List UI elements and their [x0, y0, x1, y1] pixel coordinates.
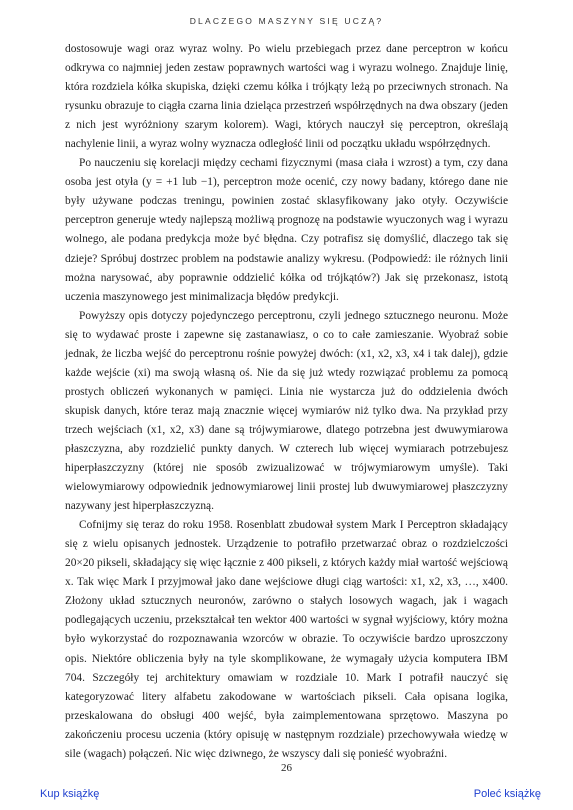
paragraph-3: Powyższy opis dotyczy pojedynczego perceptronu, czyli jednego sztucznego neuronu. Może się to wydawać proste i zapewne się zastanawiasz, o co to całe zamieszanie. Wyobraź sobie jednak, że liczba wejść do perceptronu rośnie powyżej dwóch: (x1, x2, x3, x4 i tak dalej), gdzie każde wejście (xi) ma swoją własną oś. Nie da się już wtedy rozwiązać problemu za pomocą prostych obliczeń wykonanych w pamięci. Linia nie wystarcza już do oddzielenia dwóch skupisk danych, które teraz mają znacznie więcej wymiarów niż tylko dwa. Na przykład przy trzech wejściach (x1, x2, x3) dane są trójwymiarowe, dlatego potrzebna jest dwuwymiarowa płaszczyzna, aby rozdzielić punkty danych. W czterech lub więcej wymiarach potrzebujesz hiperpłaszczyzny (której nie sposób zwizualizować w trójwymiarowym umyśle). Taki wielowymiarowy odpowiednik jednowymiarowej linii prostej lub dwuwymiarowej płaszczyzny nazywany jest hiperpłaszczyzną. — [65, 309, 508, 513]
body-text — [65, 40, 508, 764]
buy-book-link[interactable]: Kup książkę — [40, 788, 100, 800]
recommend-book-link[interactable]: Poleć książkę — [473, 788, 541, 800]
running-header-title: DLACZEGO MASZYNY SIĘ UCZĄ? — [189, 16, 384, 26]
page-number: 26 — [281, 762, 292, 774]
paragraph-1: dostosowuje wagi oraz wyraz wolny. Po wielu przebiegach przez dane perceptron w końcu odkrywa co najmniej jeden zestaw poprawnych wartości wag i wyrazu wolnego. Znajduje linię, która rozdziela kółka skupiska, dzięki czemu kółka i trójkąty leżą po przeciwnych stronach. Na rysunku obrazuje to ciągła czarna linia dzieląca przestrzeń współrzędnych na dwa obszary (jeden z nich jest wyróżniony szarym kolorem). Wagi, których nauczył się perceptron, określają nachylenie linii, a wyraz wolny wyznacza odległość linii od początku układu współrzędnych. — [65, 43, 508, 151]
paragraph-4: Cofnijmy się teraz do roku 1958. Rosenblatt zbudował system Mark I Perceptron składający się z wielu opisanych jednostek. Urządzenie to potrafiło przetwarzać obraz o rozdzielczości 20×20 pikseli, składający się więc łącznie z 400 pikseli, z których każdy miał wartość wejściową x. Tak więc Mark I przyjmował jako dane wejściowe długi ciąg wartości: x1, x2, x3, …, x400. Złożony układ sztucznych neuronów, zarówno o stałych losowych wagach, jak i wagach podlegających uczeniu, przekształcał ten wektor 400 wartości w sygnał wyjściowy, który można było wykorzystać do rozpoznawania wzorców w obrazie. To oczywiście bardzo uproszczony opis. Niektóre obliczenia były na tyle skomplikowane, że wymagały użycia komputera IBM 704. Szczegóły tej architektury omawiam w rozdziale 10. Mark I potrafił nauczyć się kategoryzować litery alfabetu zakodowane w wartościach pikseli. Cała opisana logika, przeskalowana do obsługi 400 wejść, była zaimplementowana sprzętowo. Maszyna po zakończeniu procesu uczenia (który opisuję w następnym rozdziale) przechowywała wiedzę w sile (wagach) połączeń. Nic więc dziwnego, że wszyscy dali się ponieść wyobraźni. — [65, 519, 508, 760]
paragraph-2: Po nauczeniu się korelacji między cechami fizycznymi (masa ciała i wzrost) a tym, czy dana osoba jest otyła (y = +1 lub −1), perceptron może ocenić, czy nowy badany, którego dane nie były używane podczas treningu, powinien zostać sklasyfikowany jako otyły. Oczywiście perceptron generuje wtedy najlepszą możliwą prognozę na podstawie wyuczonych wag i wyrazu wolnego, ale podana predykcja może być błędna. Czy potrafisz się domyślić, dlaczego tak się dzieje? Spróbuj dostrzec problem na podstawie analizy wykresu. (Podpowiedź: ile różnych linii można narysować, aby poprawnie oddzielić kółka od trójkątów?) Jak się przekonasz, istotą uczenia maszynowego jest minimalizacja błędów predykcji. — [65, 157, 508, 303]
